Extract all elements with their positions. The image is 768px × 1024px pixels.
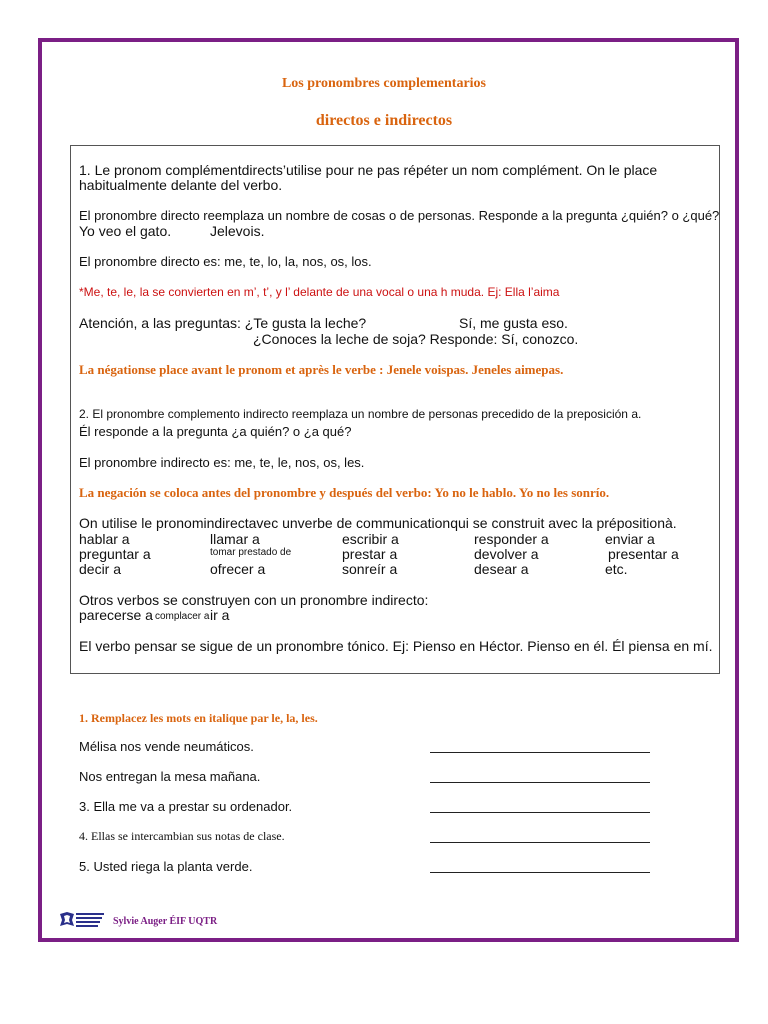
school-logo-icon (58, 911, 106, 929)
exercise-item: 4. Ellas se intercambian sus notas de clase. (79, 829, 285, 843)
verb-item: decir a (79, 561, 122, 577)
verb-item: hablar a (79, 531, 130, 547)
answer-blank[interactable] (430, 812, 650, 813)
verb-item: prestar a (342, 546, 398, 562)
verb-item: ofrecer a (210, 561, 266, 577)
verb-item: llamar a (210, 531, 260, 547)
exercise-item: Mélisa nos vende neumáticos. (79, 739, 254, 754)
answer-blank[interactable] (430, 782, 650, 783)
negation-rule-direct: La négationse place avant le pronom et après le verbe : Jenele voispas. Jeneles aimepas. (79, 362, 564, 377)
verb-item: etc. (605, 561, 628, 577)
rule-paragraph-1-cont: habitualmente delante del verbo. (79, 177, 283, 193)
verb-item: escribir a (342, 531, 399, 547)
verb-item: desear a (474, 561, 529, 577)
verb-item: responder a (474, 531, 549, 547)
verb-item: devolver a (474, 546, 539, 562)
verb-item: tomar prestado de (210, 547, 292, 558)
verb-item: preguntar a (79, 546, 151, 562)
rule-paragraph-1: 1. Le pronom complémentdirects’utilise pour ne pas répéter un nom complément. On le place (79, 162, 658, 178)
indirect-pronoun-list: El pronombre indirecto es: me, te, le, nos, os, les. (79, 455, 365, 470)
attention-question-2: ¿Conoces la leche de soja? Responde: Sí, conozco. (253, 331, 579, 347)
page-title: Los pronombres complementarios (281, 76, 487, 91)
answer-blank[interactable] (430, 842, 650, 843)
other-verbs-intro: Otros verbos se construyen con un pronombre indirecto: (79, 592, 429, 608)
attention-question: Atención, a las preguntas: ¿Te gusta la leche? (79, 315, 367, 331)
communication-verb-rule: On utilise le pronomindirectavec unverbe de communicationqui se construit avec la prépositionà. (79, 515, 677, 531)
answer-blank[interactable] (430, 872, 650, 873)
attention-answer: Sí, me gusta eso. (459, 315, 568, 331)
page-subtitle: directos e indirectos (315, 112, 453, 129)
negation-rule-indirect: La negación se coloca antes del pronombre y después del verbo: Yo no le hablo. Yo no les sonrío. (79, 485, 610, 500)
exercise-item: Nos entregan la mesa mañana. (79, 769, 261, 784)
verb-item: enviar a (605, 531, 655, 547)
footer-author: Sylvie Auger ÉIF UQTR (113, 916, 218, 927)
rule-indirect-definition: 2. El pronombre complemento indirecto reemplaza un nombre de personas precedido de la preposición a. (79, 407, 642, 421)
verb-item: presentar a (608, 546, 679, 562)
verb-item: complacer a (155, 611, 210, 622)
exercise-title: 1. Remplacez les mots en italique par le, la, les. (79, 711, 318, 725)
direct-pronoun-list: El pronombre directo es: me, te, lo, la, nos, os, los. (79, 254, 372, 269)
example-sentence: Yo veo el gato. (79, 223, 172, 239)
verb-item: parecerse a (79, 607, 153, 623)
example-translation: Jelevois. (210, 223, 265, 239)
tonic-pronoun-rule: El verbo pensar se sigue de un pronombre tónico. Ej: Pienso en Héctor. Pienso en él. Él piensa en mí. (79, 638, 713, 654)
rule-indirect-question: Él responde a la pregunta ¿a quién? o ¿a qué? (79, 424, 352, 439)
exercise-item: 3. Ella me va a prestar su ordenador. (79, 799, 293, 814)
verb-item: ir a (210, 607, 230, 623)
elision-note: *Me, te, le, la se convierten en m’, t’, y l’ delante de una vocal o una h muda. Ej: Ella l’aima (79, 285, 560, 299)
answer-blank[interactable] (430, 752, 650, 753)
rule-direct-definition: El pronombre directo reemplaza un nombre de cosas o de personas. Responde a la pregunta ¿quién? o ¿qué? (79, 208, 720, 223)
exercise-item: 5. Usted riega la planta verde. (79, 859, 253, 874)
verb-item: sonreír a (342, 561, 398, 577)
